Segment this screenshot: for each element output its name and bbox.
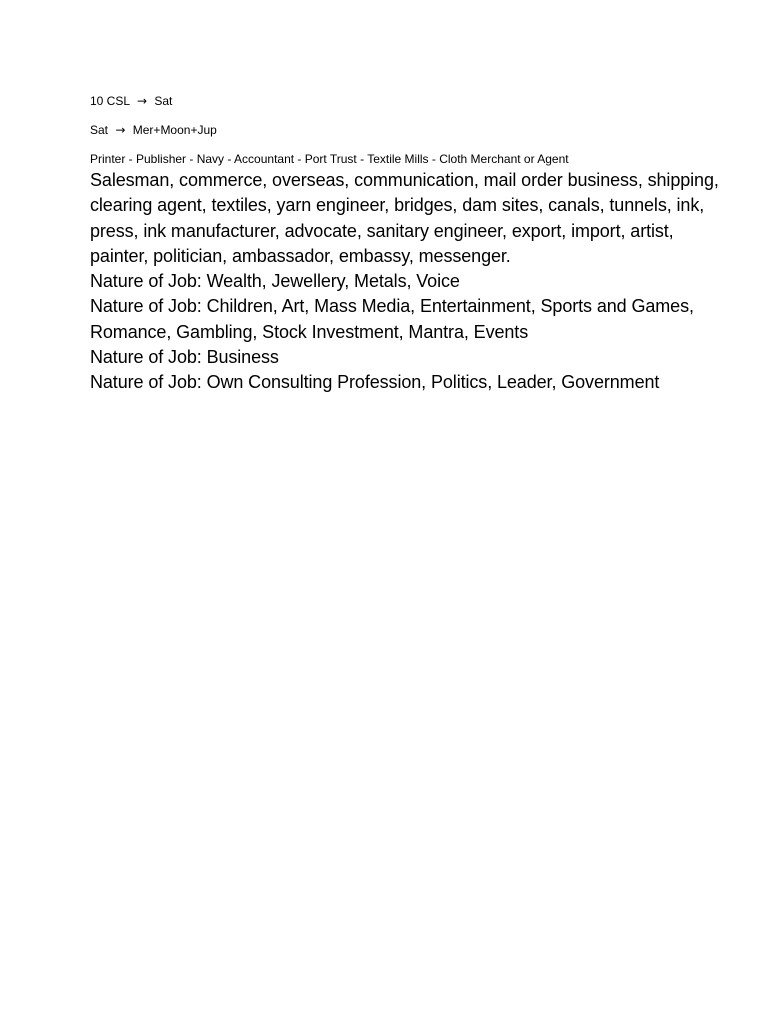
professions-line: Printer - Publisher - Navy - Accountant - Port Trust - Textile Mills - Cloth Merchant or Agent xyxy=(90,152,569,166)
sat-line xyxy=(90,121,730,139)
nature-of-job-3: Nature of Job: Business xyxy=(90,347,279,368)
nature-of-job-2: Nature of Job: Children, Art, Mass Media, Entertainment, Sports and Games, Romance, Gambling, Stock Investment, Mantra, Events xyxy=(90,296,694,342)
sat-label: Sat xyxy=(90,123,109,137)
sat-target: Mer+Moon+Jup xyxy=(132,123,217,137)
right-arrow-icon: → xyxy=(115,123,126,137)
right-arrow-icon: → xyxy=(136,94,147,108)
document-content xyxy=(90,92,730,396)
nature-of-job-1: Nature of Job: Wealth, Jewellery, Metals, Voice xyxy=(90,271,460,292)
professions-paragraph: Salesman, commerce, overseas, communication, mail order business, shipping, clearing agent, textiles, yarn engineer, bridges, dam sites, canals, tunnels, ink, press, ink manufacturer, advocate, sanitary engineer, export, import, artist, painter, politician, ambassador, embassy, messenger. xyxy=(90,170,719,266)
csl-label: 10 CSL xyxy=(90,94,130,108)
csl-target: Sat xyxy=(154,94,173,108)
csl-line xyxy=(90,92,730,110)
nature-of-job-4: Nature of Job: Own Consulting Profession, Politics, Leader, Government xyxy=(90,372,660,393)
main-text-block xyxy=(90,168,730,396)
